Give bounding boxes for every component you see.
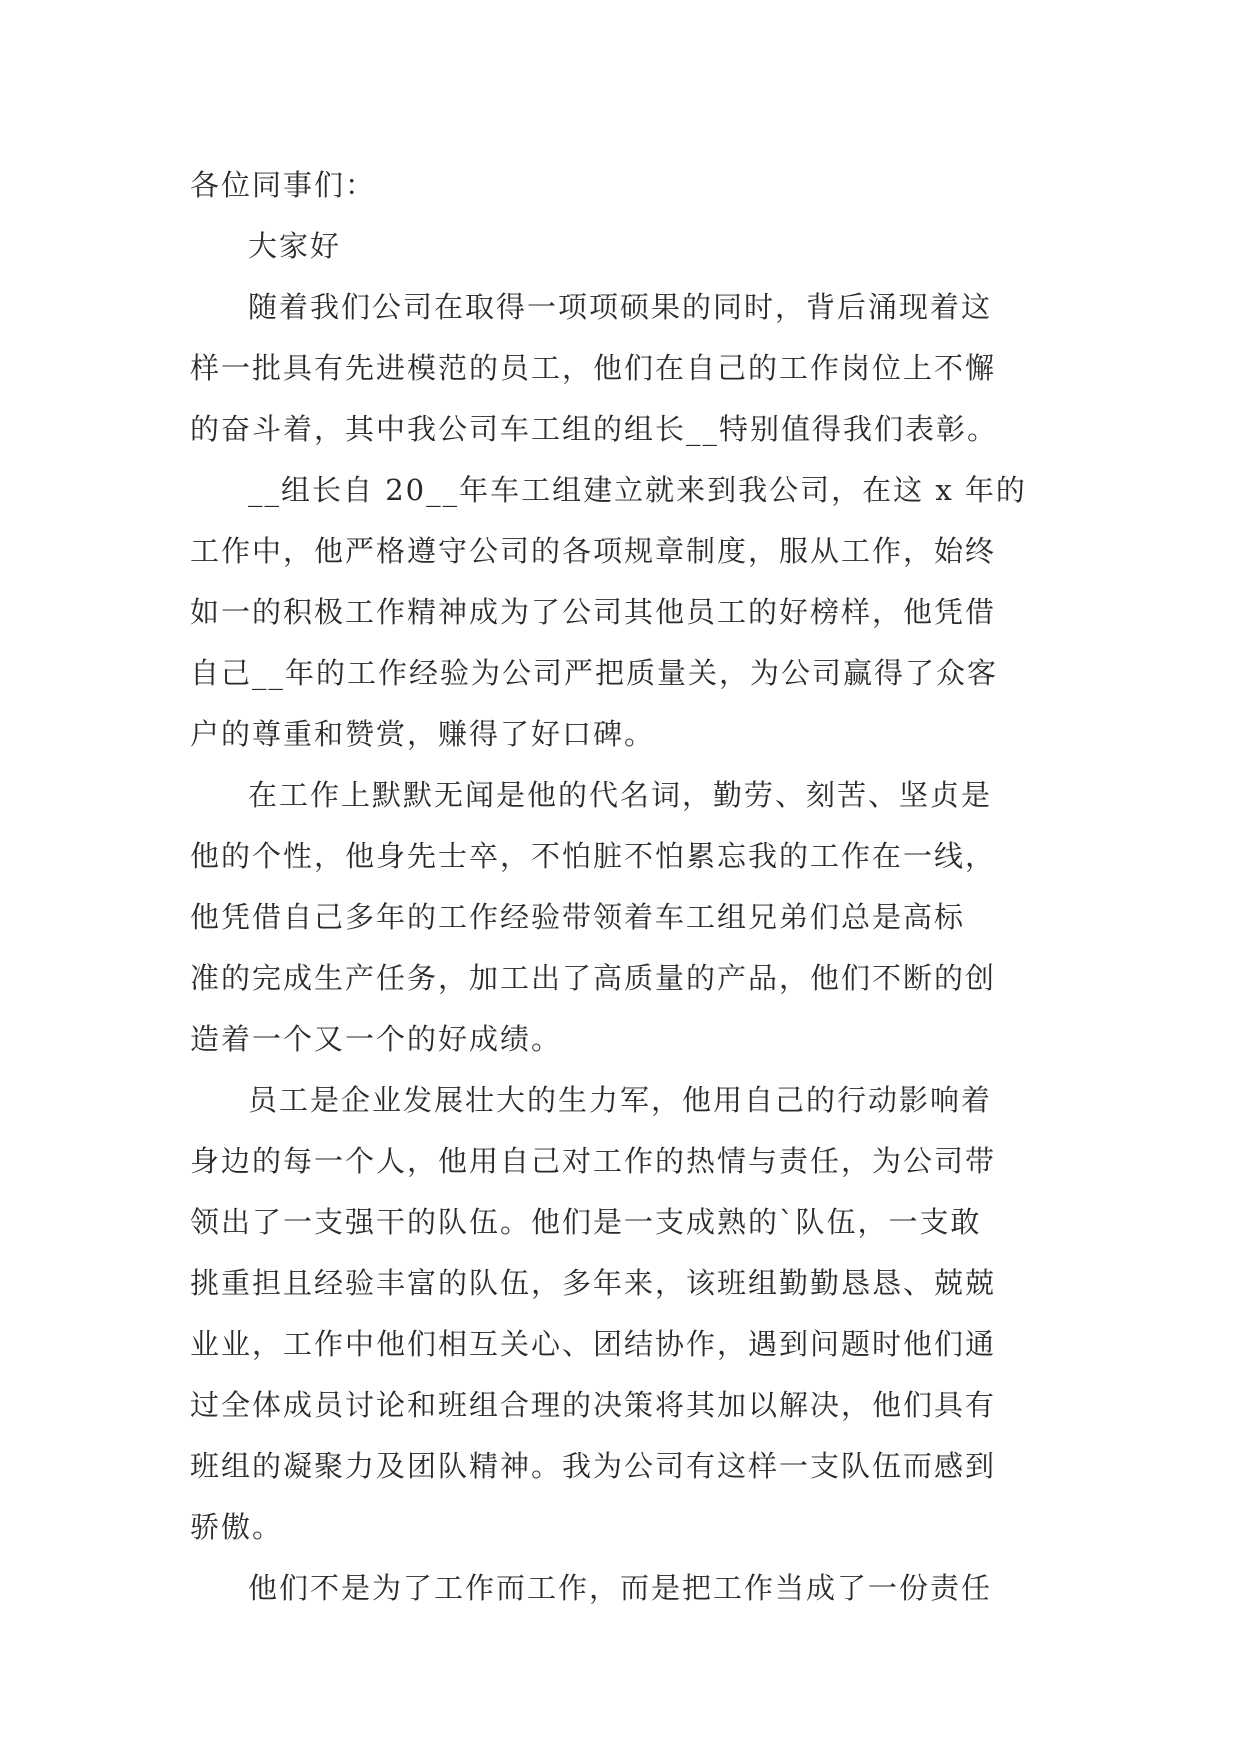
paragraph-4-line-6: 过全体成员讨论和班组合理的决策将其加以解决，他们具有 — [190, 1388, 997, 1422]
paragraph-1-line-3: 的奋斗着，其中我公司车工组的组长__特别值得我们表彰。 — [190, 412, 999, 446]
paragraph-4-line-4: 挑重担且经验丰富的队伍，多年来，该班组勤勤恳恳、兢兢 — [190, 1266, 997, 1300]
salutation: 各位同事们： — [190, 168, 377, 202]
paragraph-3-line-3: 他凭借自己多年的工作经验带领着车工组兄弟们总是高标 — [190, 900, 966, 934]
paragraph-2-line-3: 如一的积极工作精神成为了公司其他员工的好榜样，他凭借 — [190, 595, 997, 629]
greeting: 大家好 — [248, 229, 342, 263]
paragraph-1-line-1: 随着我们公司在取得一项项硕果的同时，背后涌现着这 — [248, 290, 993, 324]
paragraph-2-line-1: __组长自 20__年车工组建立就来到我公司，在这 x 年的 — [248, 473, 1027, 507]
paragraph-3-line-1: 在工作上默默无闻是他的代名词，勤劳、刻苦、坚贞是 — [248, 778, 993, 812]
document-body — [190, 155, 1052, 1619]
paragraph-4-line-2: 身边的每一个人，他用自己对工作的热情与责任，为公司带 — [190, 1144, 997, 1178]
paragraph-3-line-2: 他的个性，他身先士卒，不怕脏不怕累忘我的工作在一线， — [190, 839, 997, 873]
paragraph-4-line-7: 班组的凝聚力及团队精神。我为公司有这样一支队伍而感到 — [190, 1449, 997, 1483]
paragraph-2-line-5: 户的尊重和赞赏，赚得了好口碑。 — [190, 717, 656, 751]
paragraph-4-line-8: 骄傲。 — [190, 1510, 284, 1544]
paragraph-2-line-4: 自己__年的工作经验为公司严把质量关，为公司赢得了众客 — [190, 656, 999, 690]
paragraph-1-line-2: 样一批具有先进模范的员工，他们在自己的工作岗位上不懈 — [190, 351, 997, 385]
paragraph-4-line-5: 业业，工作中他们相互关心、团结协作，遇到问题时他们通 — [190, 1327, 997, 1361]
paragraph-5-line-1: 他们不是为了工作而工作，而是把工作当成了一份责任 — [248, 1571, 993, 1605]
paragraph-4-line-1: 员工是企业发展壮大的生力军，他用自己的行动影响着 — [248, 1083, 993, 1117]
paragraph-2-line-2: 工作中，他严格遵守公司的各项规章制度，服从工作，始终 — [190, 534, 997, 568]
paragraph-3-line-5: 造着一个又一个的好成绩。 — [190, 1022, 563, 1056]
paragraph-4-line-3: 领出了一支强干的队伍。他们是一支成熟的`队伍，一支敢 — [190, 1205, 982, 1239]
paragraph-3-line-4: 准的完成生产任务，加工出了高质量的产品，他们不断的创 — [190, 961, 997, 995]
